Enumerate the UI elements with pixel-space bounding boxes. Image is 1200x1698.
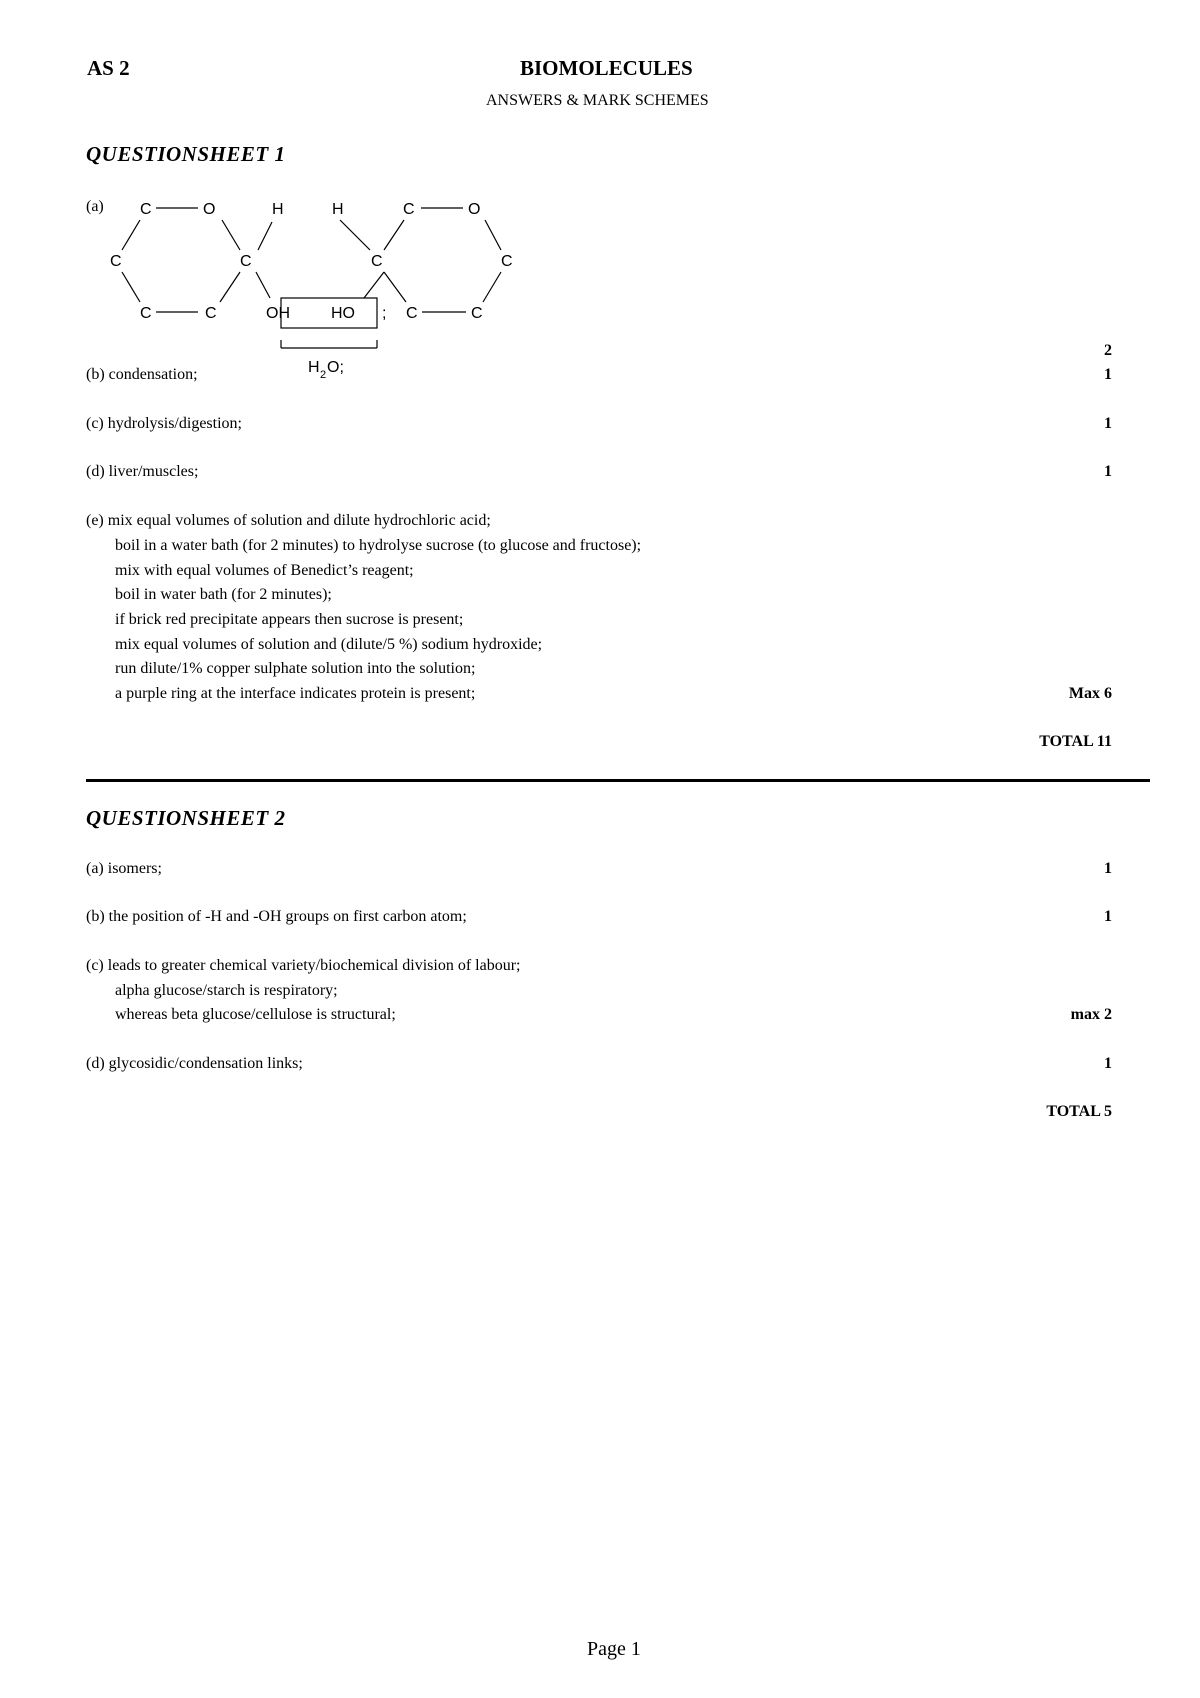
q2-c-line: whereas beta glucose/cellulose is structural; — [115, 1006, 396, 1023]
atom-c: C — [501, 253, 513, 270]
q1-e-line: boil in a water bath (for 2 minutes) to hydrolyse sucrose (to glucose and fructose); — [115, 537, 642, 554]
questionsheet-1-title: QUESTIONSHEET 1 — [86, 142, 286, 166]
water-subscript: 2 — [320, 369, 327, 381]
q1-e-line: if brick red precipitate appears then sucrose is present; — [115, 611, 464, 628]
q2-total: TOTAL 5 — [1046, 1103, 1112, 1120]
atom-c: C — [140, 201, 152, 218]
q1-total: TOTAL 11 — [1039, 733, 1112, 750]
q1-a-mark: 2 — [1104, 342, 1112, 359]
atom-c: C — [403, 201, 415, 218]
atom-c: C — [110, 253, 122, 270]
questionsheet-2-title: QUESTIONSHEET 2 — [86, 806, 286, 830]
q1-c-answer: (c) hydrolysis/digestion; — [86, 415, 242, 432]
oh-group: OH — [266, 305, 290, 322]
q1-c-mark: 1 — [1104, 415, 1112, 432]
q1-d-answer: (d) liver/muscles; — [86, 463, 199, 480]
atom-c: C — [205, 305, 217, 322]
q2-c-line: alpha glucose/starch is respiratory; — [115, 982, 338, 999]
q1-d-mark: 1 — [1104, 463, 1112, 480]
section-divider — [86, 779, 1150, 782]
document-title: BIOMOLECULES — [520, 56, 693, 80]
q1-b-mark: 1 — [1104, 366, 1112, 383]
q1-e-line: boil in water bath (for 2 minutes); — [115, 586, 332, 603]
atom-h: H — [332, 201, 344, 218]
atom-c: C — [240, 253, 252, 270]
q1-e-line: (e) mix equal volumes of solution and dilute hydrochloric acid; — [86, 512, 491, 529]
q1-e-line: mix equal volumes of solution and (dilute/5 %) sodium hydroxide; — [115, 636, 543, 653]
q1-e-line: run dilute/1% copper sulphate solution into the solution; — [115, 660, 476, 677]
q1-a-label: (a) — [86, 198, 104, 215]
q2-a-mark: 1 — [1104, 860, 1112, 877]
water-box — [281, 298, 377, 328]
atom-o: O — [203, 201, 216, 218]
q2-c-mark: max 2 — [1070, 1006, 1112, 1023]
q1-e-mark: Max 6 — [1068, 685, 1112, 702]
header-code: AS 2 — [87, 56, 130, 80]
q1-e-line: mix with equal volumes of Benedict’s reagent; — [115, 562, 414, 579]
atom-c: C — [471, 305, 483, 322]
water-label-o: O; — [327, 359, 344, 376]
q2-b-mark: 1 — [1104, 908, 1112, 925]
q1-e-line: a purple ring at the interface indicates protein is present; — [115, 685, 476, 702]
q2-d-answer: (d) glycosidic/condensation links; — [86, 1055, 303, 1072]
q2-d-mark: 1 — [1104, 1055, 1112, 1072]
q2-a-answer: (a) isomers; — [86, 860, 162, 877]
document-subtitle: ANSWERS & MARK SCHEMES — [486, 92, 709, 109]
maltose-formation-diagram — [80, 190, 540, 390]
atom-c: C — [140, 305, 152, 322]
q2-b-answer: (b) the position of -H and -OH groups on first carbon atom; — [86, 908, 467, 925]
page-number: Page 1 — [587, 1638, 641, 1660]
q1-b-answer: (b) condensation; — [86, 366, 198, 383]
atom-h: H — [272, 201, 284, 218]
q2-c-line: (c) leads to greater chemical variety/biochemical division of labour; — [86, 957, 521, 974]
atom-c: C — [371, 253, 383, 270]
water-label: H — [308, 359, 320, 376]
separator: ; — [382, 305, 387, 322]
atom-c: C — [406, 305, 418, 322]
atom-o: O — [468, 201, 481, 218]
ho-group: HO — [331, 305, 355, 322]
